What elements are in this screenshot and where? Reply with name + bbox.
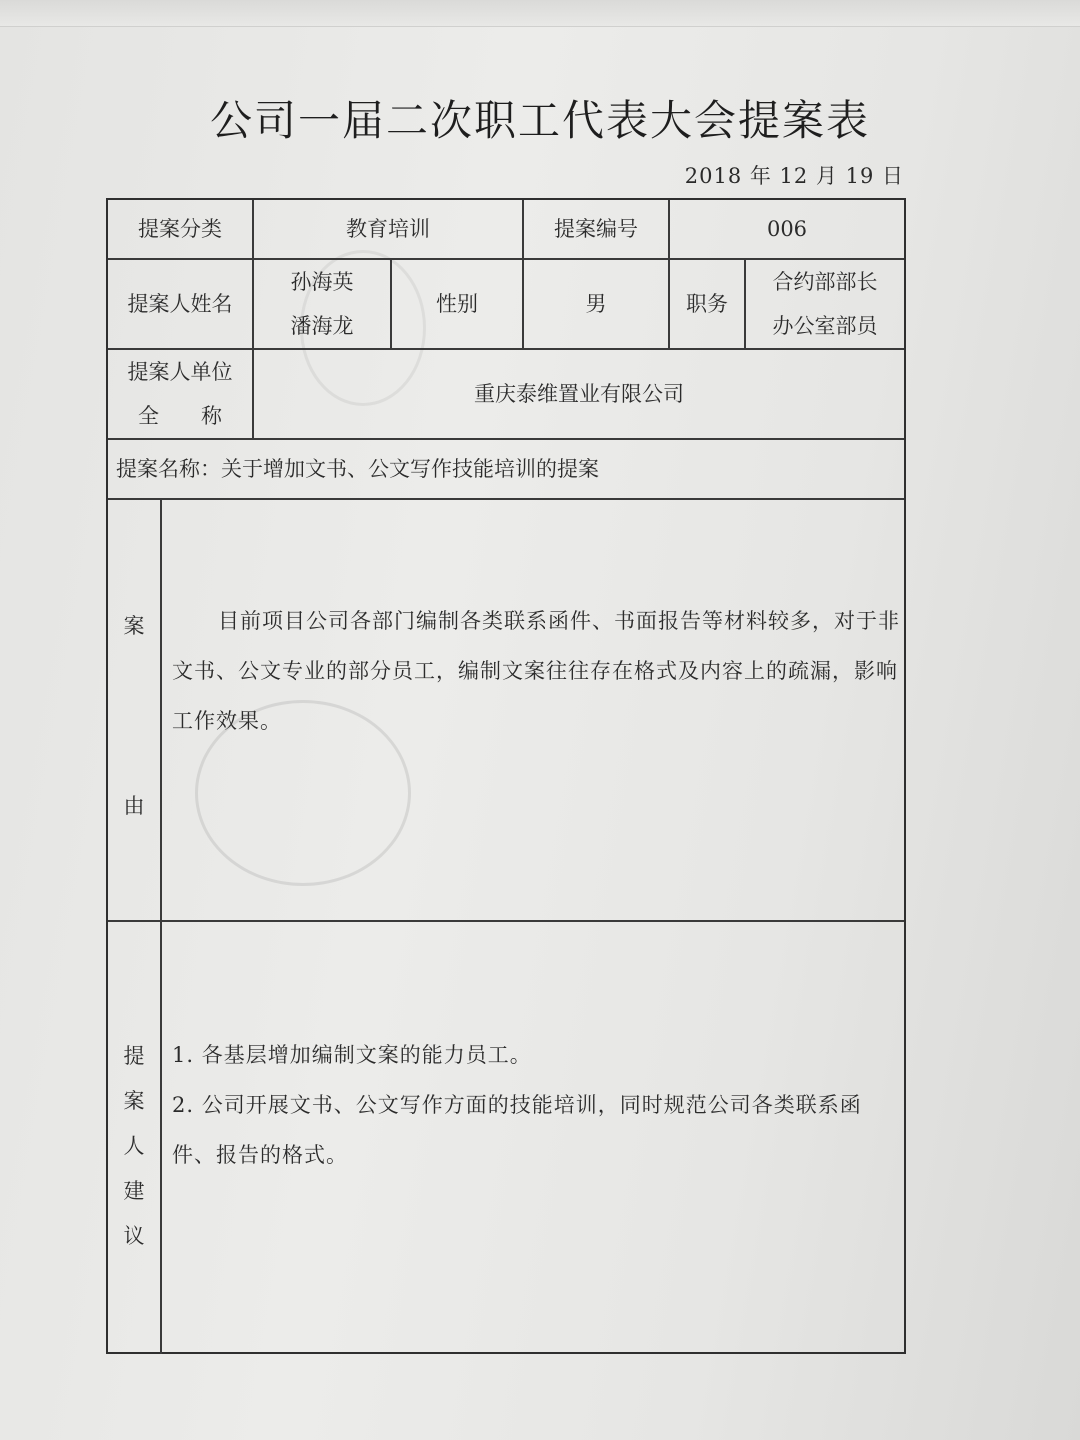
unit-label <box>108 350 252 438</box>
proposer-name-1: 孙海英 <box>290 270 354 294</box>
row-divider <box>108 920 904 922</box>
suggestion-1: 1. 各基层增加编制文案的能力员工。 <box>172 1043 532 1067</box>
suggest-label-char-3: 人 <box>123 1134 145 1158</box>
proposal-name-value: 关于增加文书、公文写作技能培训的提案 <box>221 457 599 481</box>
position-2: 办公室部员 <box>772 314 878 338</box>
suggestion-2: 2. 公司开展文书、公文写作方面的技能培训，同时规范公司各类联系函件、报告的格式。 <box>172 1093 862 1167</box>
proposer-names <box>254 260 390 348</box>
suggest-label-char-2: 案 <box>123 1089 145 1113</box>
paper-top-edge <box>0 0 1080 27</box>
proposal-name-label: 提案名称： <box>116 457 221 481</box>
proposal-name-row <box>108 440 904 498</box>
proposal-form-table <box>106 198 906 1354</box>
position-1: 合约部部长 <box>772 270 878 294</box>
gender-value: 男 <box>585 292 607 316</box>
row-divider <box>108 498 904 500</box>
category-label: 提案分类 <box>138 217 222 241</box>
gender-label: 性别 <box>436 292 478 316</box>
proposal-number-label: 提案编号 <box>554 217 638 241</box>
proposal-number-value: 006 <box>766 217 808 241</box>
suggest-label-char-1: 提 <box>123 1044 145 1068</box>
category-value: 教育培训 <box>346 217 430 241</box>
reason-text: 目前项目公司各部门编制各类联系函件、书面报告等材料较多，对于非文书、公文专业的部分员工，编制文案往往存在格式及内容上的疏漏，影响工作效果。 <box>172 609 900 733</box>
proposer-name-2: 潘海龙 <box>290 314 354 338</box>
proposer-name-label: 提案人姓名 <box>127 292 233 316</box>
suggest-label-char-4: 建 <box>123 1179 145 1203</box>
document-title: 公司一届二次职工代表大会提案表 <box>209 96 870 145</box>
suggest-label-char-5: 议 <box>123 1224 145 1248</box>
reason-label-char-2: 由 <box>123 794 145 818</box>
position-label: 职务 <box>686 292 728 316</box>
unit-value: 重庆泰维置业有限公司 <box>474 382 684 406</box>
col-divider <box>160 498 162 1354</box>
unit-label-line2: 全 称 <box>138 404 222 428</box>
unit-label-line1: 提案人单位 <box>127 360 233 384</box>
document-date: 2018 年 12 月 19 日 <box>684 164 904 188</box>
positions <box>746 260 904 348</box>
reason-label-char-1: 案 <box>123 614 145 638</box>
